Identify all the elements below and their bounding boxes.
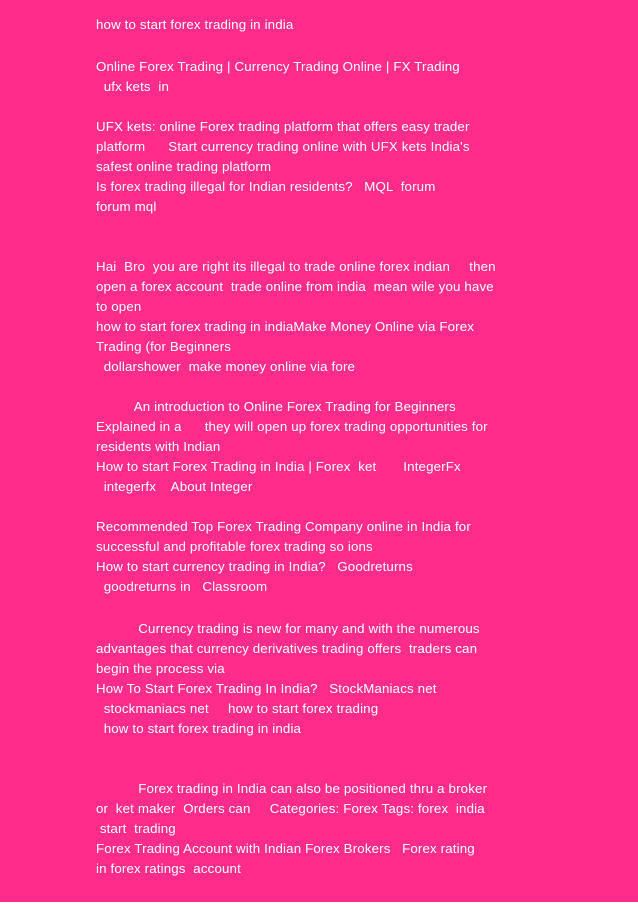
text-line: to open [96,299,142,314]
text-line: open a forex account trade online from india mean wile you have [96,279,494,294]
text-line: UFX kets: online Forex trading platform that offers easy trader [96,119,470,134]
text-line: How to start currency trading in India? Goodreturns [96,559,413,574]
text-line: begin the process via [96,661,225,676]
text-line: in forex ratings account [96,861,241,876]
text-line: integerfx About Integer [96,479,253,494]
text-line: or ket maker Orders can Categories: Forex Tags: forex india [96,801,485,816]
text-line: Trading (for Beginners [96,339,232,354]
text-line: residents with Indian [96,439,221,454]
text-line: stockmaniacs net how to start forex trading [96,701,379,716]
text-line: How to start Forex Trading in India | Forex ket IntegerFx [96,459,461,474]
text-line: Recommended Top Forex Trading Company online in India for [96,519,471,534]
text-line: how to start forex trading in india [96,721,302,736]
text-line: How To Start Forex Trading In India? StockManiacs net [96,681,437,696]
text-line: An introduction to Online Forex Trading for Beginners [96,399,456,414]
text-line: start trading [96,821,176,836]
text-line: goodreturns in Classroom [96,579,268,594]
text-line: how to start forex trading in india [96,17,294,32]
text-line: forum mql [96,199,157,214]
text-line: Forex trading in India can also be positioned thru a broker [96,781,488,796]
text-line: Currency trading is new for many and with the numerous [96,621,480,636]
text-line: Is forex trading illegal for Indian residents? MQL forum [96,179,436,194]
text-line: successful and profitable forex trading so ions [96,539,373,554]
text-line: advantages that currency derivatives trading offers traders can [96,641,478,656]
text-line: Explained in a they will open up forex trading opportunities for [96,419,488,434]
text-line: Forex Trading Account with Indian Forex Brokers Forex rating [96,841,475,856]
text-line: dollarshower make money online via fore [96,359,356,374]
text-line: safest online trading platform [96,159,272,174]
text-line: ufx kets in [96,79,170,94]
text-line: Hai Bro you are right its illegal to trade online forex indian then [96,259,496,274]
text-line: Online Forex Trading | Currency Trading Online | FX Trading [96,59,460,74]
text-line: how to start forex trading in indiaMake Money Online via Forex [96,319,475,334]
text-line: platform Start currency trading online with UFX kets India's [96,139,470,154]
